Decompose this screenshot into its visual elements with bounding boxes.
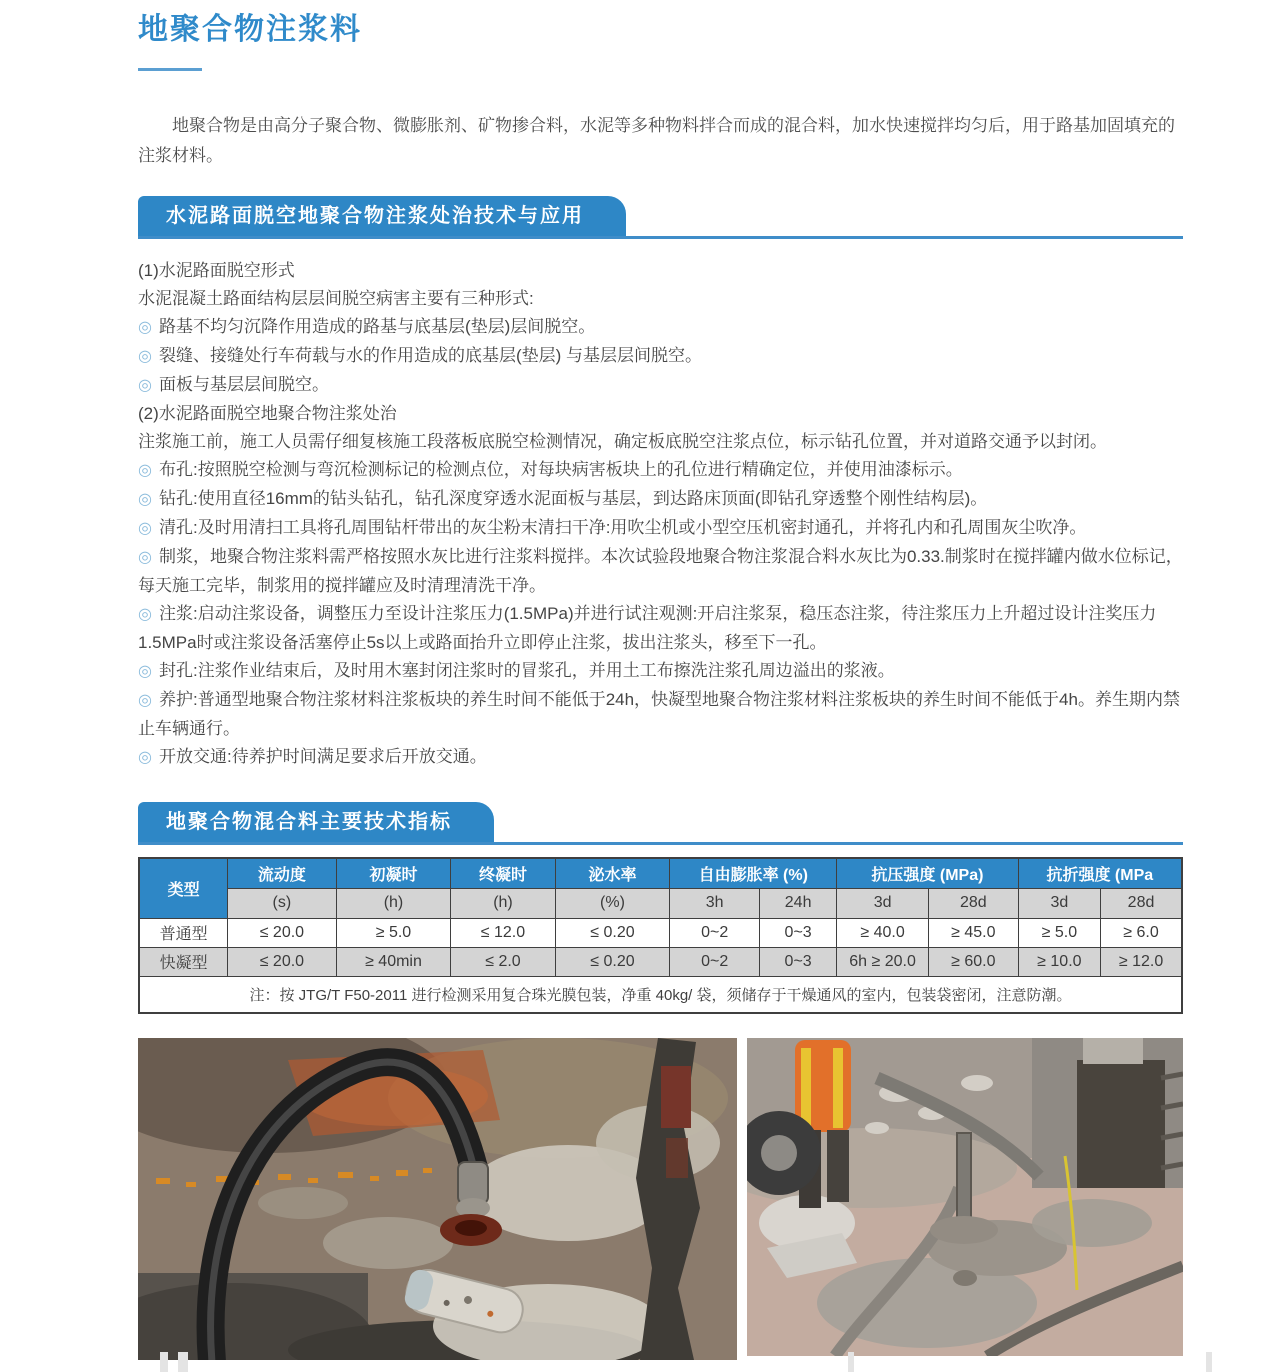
- col-header: 泌水率: [555, 858, 670, 888]
- page-edge-artifact: [160, 1352, 168, 1372]
- col-subheader: (%): [555, 888, 670, 918]
- bullet-text: 清孔:及时用清扫工具将孔周围钻杆带出的灰尘粉末清扫干净:用吹尘机或小型空压机密封通孔，并将孔内和孔周围灰尘吹净。: [158, 518, 1087, 537]
- bullet-item: [138, 456, 1183, 485]
- cell: ≤ 12.0: [451, 918, 555, 947]
- bullet-text: 注浆:启动注浆设备，调整压力至设计注浆压力(1.5MPa)并进行试注观测:开启注浆泵，稳压态注浆，待注浆压力上升超过设计注奖压力1.5MPa时或注浆设备活塞停止5s以上或路面抬升立即停止注浆，拔出注浆头，移至下一孔。: [138, 604, 1157, 652]
- page-edge-artifact: [178, 1352, 188, 1372]
- bullet-item: [138, 600, 1183, 657]
- row-type: 普通型: [139, 918, 228, 947]
- section-banner-rule: [138, 802, 1183, 845]
- cell: ≥ 10.0: [1018, 947, 1100, 976]
- col-subheader: (h): [336, 888, 451, 918]
- bullet-text: 裂缝、接缝处行车荷载与水的作用造成的底基层(垫层) 与基层层间脱空。: [158, 346, 703, 365]
- table-row: [139, 947, 1182, 976]
- col-header-type: 类型: [139, 858, 228, 918]
- col-header: 抗折强度 (MPa: [1018, 858, 1182, 888]
- bullseye-bullet-icon: ◎: [138, 462, 152, 479]
- col-subheader: (h): [451, 888, 555, 918]
- bullet-item: [138, 743, 1183, 772]
- col-subheader: 28d: [928, 888, 1018, 918]
- bullet-text: 养护:普通型地聚合物注浆材料注浆板块的养生时间不能低于24h，快凝型地聚合物注浆材料注浆板块的养生时间不能低于4h。养生期内禁止车辆通行。: [138, 690, 1180, 738]
- cell: ≥ 6.0: [1101, 918, 1182, 947]
- cell: ≤ 20.0: [228, 947, 336, 976]
- cell: ≤ 0.20: [555, 918, 670, 947]
- table-row: [139, 918, 1182, 947]
- spec-table: [138, 857, 1183, 1014]
- cell: 0~3: [760, 918, 837, 947]
- cell: ≥ 60.0: [928, 947, 1018, 976]
- section-heading-technology: 水泥路面脱空地聚合物注浆处治技术与应用: [138, 196, 626, 236]
- bullet-text: 钻孔:使用直径16mm的钻头钻孔，钻孔深度穿透水泥面板与基层，到达路床顶面(即钻孔穿透整个刚性结构层)。: [158, 489, 988, 508]
- bullet-item: [138, 686, 1183, 743]
- bullseye-bullet-icon: ◎: [138, 377, 152, 394]
- col-header: 抗压强度 (MPa): [837, 858, 1018, 888]
- cell: ≥ 12.0: [1101, 947, 1182, 976]
- cell: ≥ 5.0: [336, 918, 451, 947]
- photo-strip: [138, 1038, 1183, 1360]
- bullseye-bullet-icon: ◎: [138, 692, 152, 709]
- technology-body: [138, 257, 1183, 772]
- bullet-item: [138, 313, 1183, 342]
- bullet-item: [138, 485, 1183, 514]
- title-underline: [138, 68, 202, 71]
- col-subheader: 24h: [760, 888, 837, 918]
- cell: 0~3: [760, 947, 837, 976]
- bullet-text: 制浆，地聚合物注浆料需严格按照水灰比进行注浆料搅拌。本次试验段地聚合物注浆混合料水灰比为0.33.制浆时在搅拌罐内做水位标记，每天施工完毕，制浆用的搅拌罐应及时清理清洗干净。: [138, 547, 1183, 595]
- bullet-text: 布孔:按照脱空检测与弯沉检测标记的检测点位，对每块病害板块上的孔位进行精确定位，并使用油漆标示。: [158, 460, 963, 479]
- section-heading-specs: 地聚合物混合料主要技术指标: [138, 802, 494, 842]
- section-banner-rule: [138, 196, 1183, 239]
- bullet-text: 面板与基层层间脱空。: [158, 375, 329, 394]
- col-header: 流动度: [228, 858, 336, 888]
- bullet-item: [138, 543, 1183, 600]
- bullseye-bullet-icon: ◎: [138, 319, 152, 336]
- bullseye-bullet-icon: ◎: [138, 549, 152, 566]
- paragraph: (1)水泥路面脱空形式: [138, 261, 295, 280]
- intro-paragraph: 地聚合物是由高分子聚合物、微膨胀剂、矿物掺合料，水泥等多种物料拌合而成的混合料，加水快速搅拌均匀后，用于路基加固填充的注浆材料。: [138, 116, 1175, 165]
- bullseye-bullet-icon: ◎: [138, 749, 152, 766]
- col-subheader: 3d: [837, 888, 929, 918]
- bullseye-bullet-icon: ◎: [138, 348, 152, 365]
- col-header: 终凝时: [451, 858, 555, 888]
- bullet-item: [138, 514, 1183, 543]
- bullseye-bullet-icon: ◎: [138, 606, 152, 623]
- bullseye-bullet-icon: ◎: [138, 663, 152, 680]
- page-title: 地聚合物注浆料: [138, 13, 362, 46]
- table-note: 注：按 JTG/T F50-2011 进行检测采用复合珠光膜包装，净重 40kg/ 袋，须储存于干燥通风的室内，包装袋密闭，注意防潮。: [139, 976, 1182, 1013]
- bullet-text: 开放交通:待养护时间满足要求后开放交通。: [158, 747, 487, 766]
- cell: ≤ 20.0: [228, 918, 336, 947]
- page-edge-artifact: [848, 1352, 854, 1372]
- bullet-item: [138, 371, 1183, 400]
- cell: 0~2: [670, 918, 760, 947]
- cell: ≥ 5.0: [1018, 918, 1100, 947]
- cell: 0~2: [670, 947, 760, 976]
- col-subheader: 3d: [1018, 888, 1100, 918]
- bullseye-bullet-icon: ◎: [138, 491, 152, 508]
- cell: ≥ 40.0: [837, 918, 929, 947]
- paragraph: 注浆施工前，施工人员需仔细复核施工段落板底脱空检测情况，确定板底脱空注浆点位，标示钻孔位置，并对道路交通予以封闭。: [138, 432, 1107, 451]
- bullseye-bullet-icon: ◎: [138, 520, 152, 537]
- page-edge-artifact: [1206, 1352, 1212, 1372]
- bullet-text: 封孔:注浆作业结束后，及时用木塞封闭注浆时的冒浆孔，并用土工布擦洗注浆孔周边溢出的浆液。: [158, 661, 895, 680]
- paragraph: 水泥混凝土路面结构层层间脱空病害主要有三种形式:: [138, 289, 534, 308]
- col-header: 初凝时: [336, 858, 451, 888]
- col-subheader: 28d: [1101, 888, 1182, 918]
- col-subheader: (s): [228, 888, 336, 918]
- bullet-text: 路基不均匀沉降作用造成的路基与底基层(垫层)层间脱空。: [158, 317, 596, 336]
- grouting-site-worker-photo: [747, 1038, 1183, 1356]
- bullet-item: [138, 342, 1183, 371]
- cell: ≤ 2.0: [451, 947, 555, 976]
- paragraph: (2)水泥路面脱空地聚合物注浆处治: [138, 404, 397, 423]
- cell: 6h ≥ 20.0: [837, 947, 929, 976]
- cell: ≥ 45.0: [928, 918, 1018, 947]
- col-subheader: 3h: [670, 888, 760, 918]
- col-header: 自由膨胀率 (%): [670, 858, 837, 888]
- cell: ≤ 0.20: [555, 947, 670, 976]
- grouting-hose-and-port-photo: [138, 1038, 737, 1360]
- bullet-item: [138, 657, 1183, 686]
- cell: ≥ 40min: [336, 947, 451, 976]
- row-type: 快凝型: [139, 947, 228, 976]
